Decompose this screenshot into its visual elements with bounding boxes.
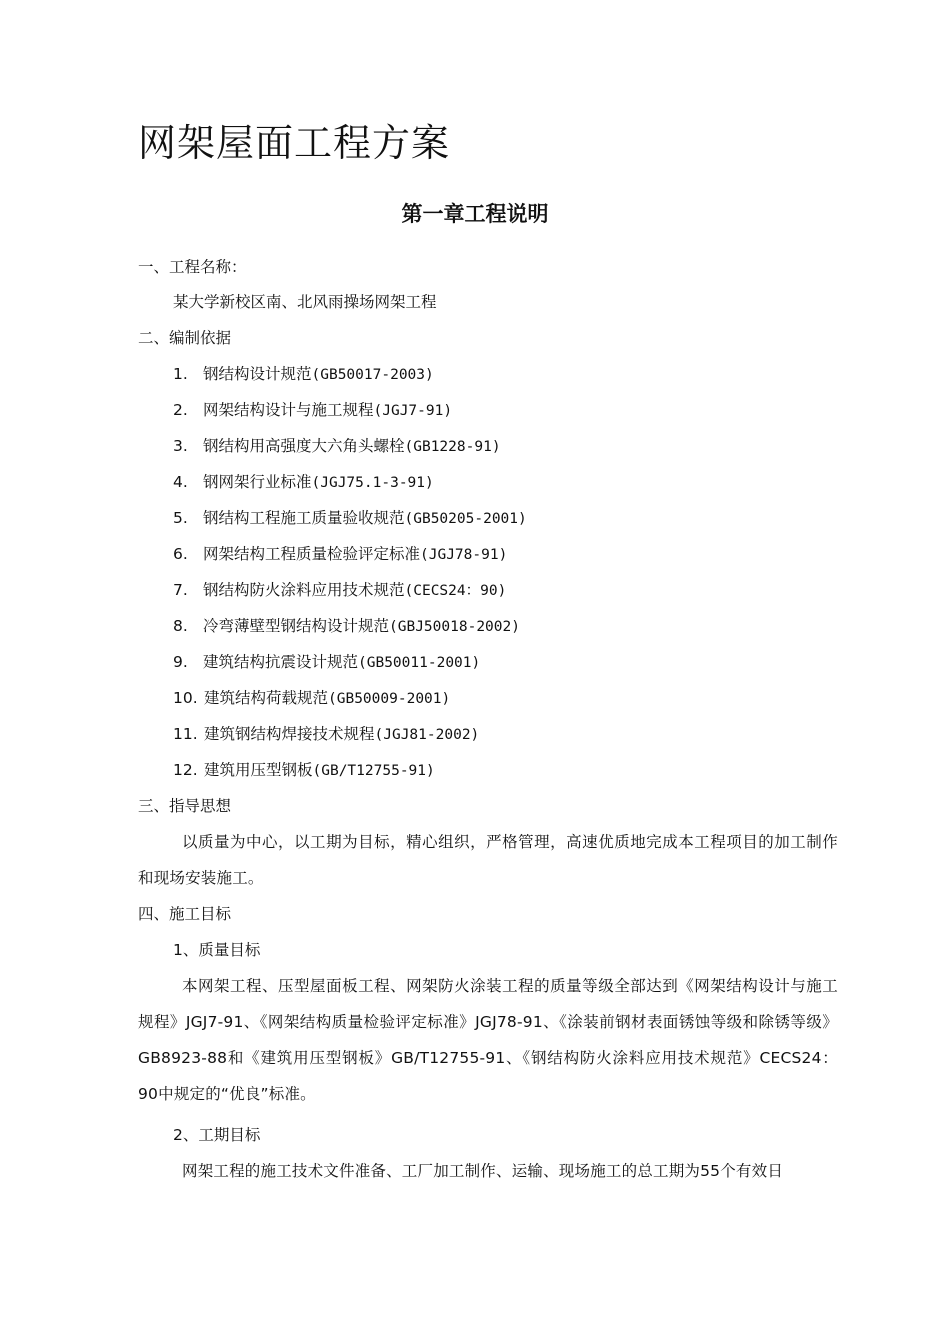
reference-item — [173, 759, 435, 782]
reference-title: 网架结构设计与施工规程 — [203, 401, 374, 419]
reference-item — [173, 435, 501, 458]
section-heading: 三、指导思想 — [138, 797, 232, 815]
reference-number: 1. — [173, 365, 188, 383]
reference-code: (JGJ81-2002) — [374, 727, 480, 743]
reference-title: 钢结构防火涂料应用技术规范 — [203, 581, 405, 599]
reference-item — [173, 687, 450, 710]
reference-code: (GB50205-2001) — [404, 511, 527, 527]
project-name: 某大学新校区南、北风雨操场网架工程 — [173, 293, 437, 311]
document-title: 网架屋面工程方案 — [138, 121, 451, 165]
reference-code: (GB50009-2001) — [328, 691, 451, 707]
reference-number: 6. — [173, 545, 188, 563]
guiding-principle-paragraph: 以质量为中心，以工期为目标，精心组织，严格管理，高速优质地完成本工程项目的加工制作和现场安装施工。 — [138, 833, 838, 887]
reference-title: 钢网架行业标准 — [203, 473, 312, 491]
reference-number: 4. — [173, 473, 188, 491]
reference-number: 8. — [173, 617, 188, 635]
reference-item — [173, 507, 527, 530]
reference-title: 建筑钢结构焊接技术规程 — [204, 725, 375, 743]
reference-title: 建筑结构荷载规范 — [204, 689, 329, 707]
reference-code: (GB50011-2001) — [358, 655, 481, 671]
reference-code: (CECS24：90) — [404, 583, 507, 599]
reference-title: 冷弯薄壁型钢结构设计规范 — [203, 617, 390, 635]
reference-number: 12. — [173, 761, 198, 779]
reference-title: 钢结构设计规范 — [203, 365, 312, 383]
reference-item — [173, 615, 520, 638]
section-heading: 四、施工目标 — [138, 905, 232, 923]
reference-number: 2. — [173, 401, 188, 419]
reference-title: 建筑结构抗震设计规范 — [203, 653, 359, 671]
reference-number: 9. — [173, 653, 188, 671]
reference-title: 钢结构工程施工质量验收规范 — [203, 509, 405, 527]
reference-code: (GBJ50018-2002) — [389, 619, 520, 635]
reference-item — [173, 651, 480, 674]
reference-item — [173, 399, 452, 422]
subsection-heading: 1、质量目标 — [173, 941, 261, 959]
reference-title: 建筑用压型钢板 — [204, 761, 313, 779]
schedule-goal-paragraph: 网架工程的施工技术文件准备、工厂加工制作、运输、现场施工的总工期为55个有效日 — [182, 1162, 784, 1180]
reference-title: 钢结构用高强度大六角头螺栓 — [203, 437, 405, 455]
chapter-heading: 第一章工程说明 — [401, 202, 549, 226]
reference-code: (JGJ7-91) — [373, 403, 453, 419]
reference-code: (JGJ75.1-3-91) — [311, 475, 434, 491]
reference-title: 网架结构工程质量检验评定标准 — [203, 545, 421, 563]
reference-item — [173, 579, 506, 602]
reference-code: (JGJ78-91) — [420, 547, 508, 563]
reference-number: 7. — [173, 581, 188, 599]
reference-code: (GB50017-2003) — [311, 367, 434, 383]
reference-number: 5. — [173, 509, 188, 527]
reference-code: (GB/T12755-91) — [312, 763, 435, 779]
reference-number: 3. — [173, 437, 188, 455]
reference-item — [173, 543, 507, 566]
subsection-heading: 2、工期目标 — [173, 1126, 261, 1144]
quality-goal-paragraph: 本网架工程、压型屋面板工程、网架防火涂装工程的质量等级全部达到《网架结构设计与施工规程》JGJ7-91、《网架结构质量检验评定标准》JGJ78-91、《涂装前钢材表面锈蚀等级和除锈等级》GB8923-88和《建筑用压型钢板》GB/T12755-91、《钢结构防火涂料应用技术规范》CECS24：90中规定的“优良”标准。 — [138, 977, 838, 1103]
reference-item — [173, 723, 479, 746]
section-heading: 一、工程名称： — [138, 258, 247, 276]
reference-item — [173, 471, 434, 494]
section-heading: 二、编制依据 — [138, 329, 232, 347]
reference-code: (GB1228-91) — [404, 439, 501, 455]
reference-number: 11. — [173, 725, 198, 743]
reference-item — [173, 363, 434, 386]
reference-number: 10. — [173, 689, 198, 707]
